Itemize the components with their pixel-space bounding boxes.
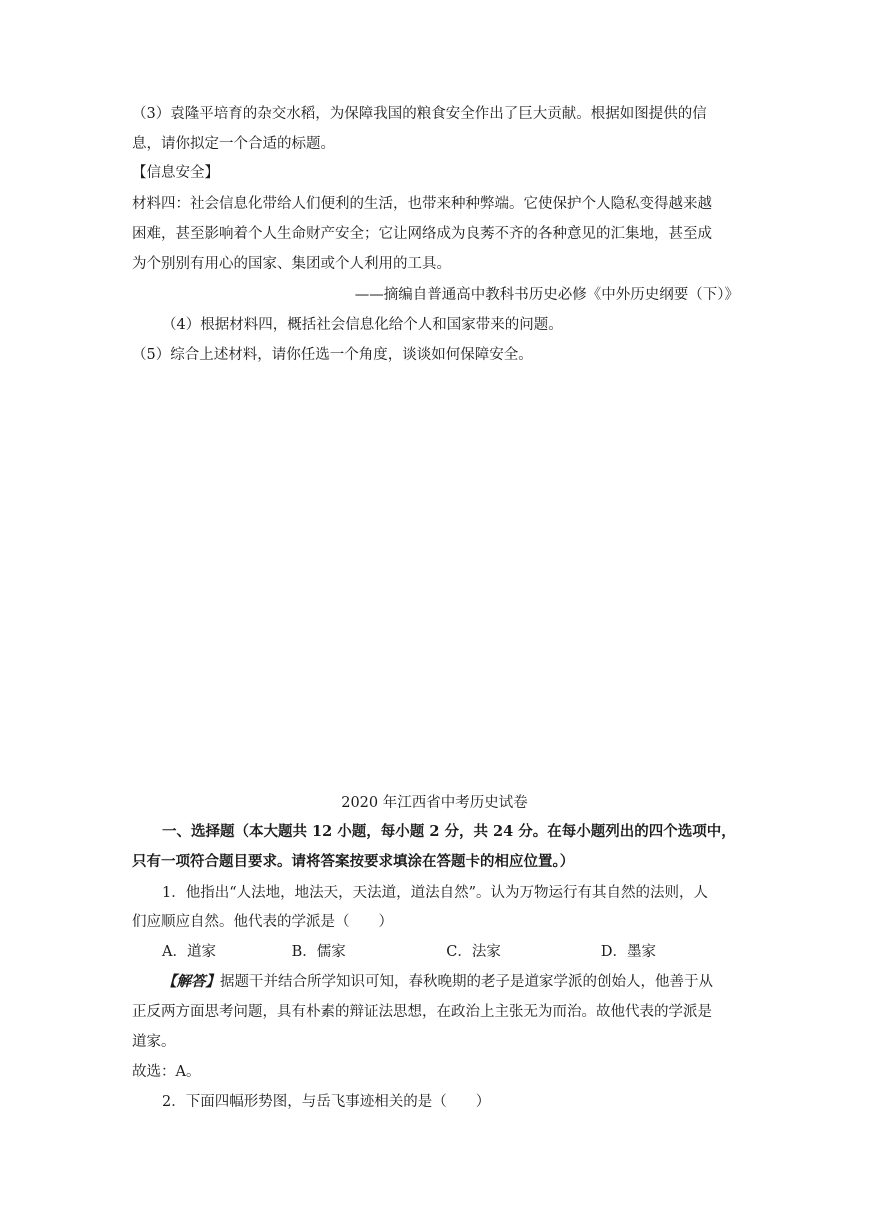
option-d: D．墨家 bbox=[600, 944, 656, 960]
question-4: （4）根据材料四，概括社会信息化给个人和国家带来的问题。 bbox=[162, 317, 563, 333]
option-c: C．法家 bbox=[446, 944, 501, 960]
exam-title: 2020 年江西省中考历史试卷 bbox=[341, 795, 528, 811]
question-2: 2．下面四幅形势图，与岳飞事迹相关的是（ ） bbox=[162, 1094, 491, 1110]
material-4-line-1: 材料四：社会信息化带给人们便利的生活，也带来种种弊端。它使保护个人隐私变得越来越 bbox=[132, 196, 712, 212]
option-b: B．儒家 bbox=[291, 944, 346, 960]
material-4-source: ——摘编自普通高中教科书历史必修《中外历史纲要（下）》 bbox=[354, 287, 739, 303]
question-1-line-1: 1．他指出“人法地，地法天，天法道，道法自然”。认为万物运行有其自然的法则，人 bbox=[162, 885, 709, 901]
part-1-instructions-line-2: 只有一项符合题目要求。请将答案按要求填涂在答题卡的相应位置。） bbox=[132, 853, 575, 870]
material-4-line-2: 困难，甚至影响着个人生命财产安全；它让网络成为良莠不齐的各种意见的汇集地，甚至成 bbox=[132, 226, 712, 242]
answer-text-1: 据题干并结合所学知识可知，春秋晚期的老子是道家学派的创始人，他善于从 bbox=[220, 974, 713, 990]
section-heading-info-security: 【信息安全】 bbox=[132, 165, 219, 181]
option-a: A．道家 bbox=[162, 944, 216, 960]
answer-line-1 bbox=[162, 972, 772, 992]
material-4-line-3: 为个别别有用心的国家、集团或个人利用的工具。 bbox=[132, 256, 451, 272]
answer-choice: 故选：A。 bbox=[132, 1064, 201, 1080]
question-1-line-2: 们应顺应自然。他代表的学派是（ ） bbox=[132, 914, 393, 930]
question-1-options bbox=[162, 942, 772, 962]
question-3-line-1: （3）袁隆平培育的杂交水稻，为保障我国的粮食安全作出了巨大贡献。根据如图提供的信 bbox=[132, 106, 707, 122]
answer-line-2: 正反两方面思考问题，具有朴素的辩证法思想，在政治上主张无为而治。故他代表的学派是 bbox=[132, 1004, 712, 1020]
part-1-instructions-line-1: 一、选择题（本大题共 12 小题，每小题 2 分，共 24 分。在每小题列出的四个选项中， bbox=[162, 823, 736, 840]
question-5: （5）综合上述材料，请你任选一个角度，谈谈如何保障安全。 bbox=[132, 347, 533, 363]
question-3-line-2: 息，请你拟定一个合适的标题。 bbox=[132, 136, 335, 152]
answer-label: 【解答】 bbox=[162, 973, 220, 990]
answer-line-3: 道家。 bbox=[132, 1034, 176, 1050]
